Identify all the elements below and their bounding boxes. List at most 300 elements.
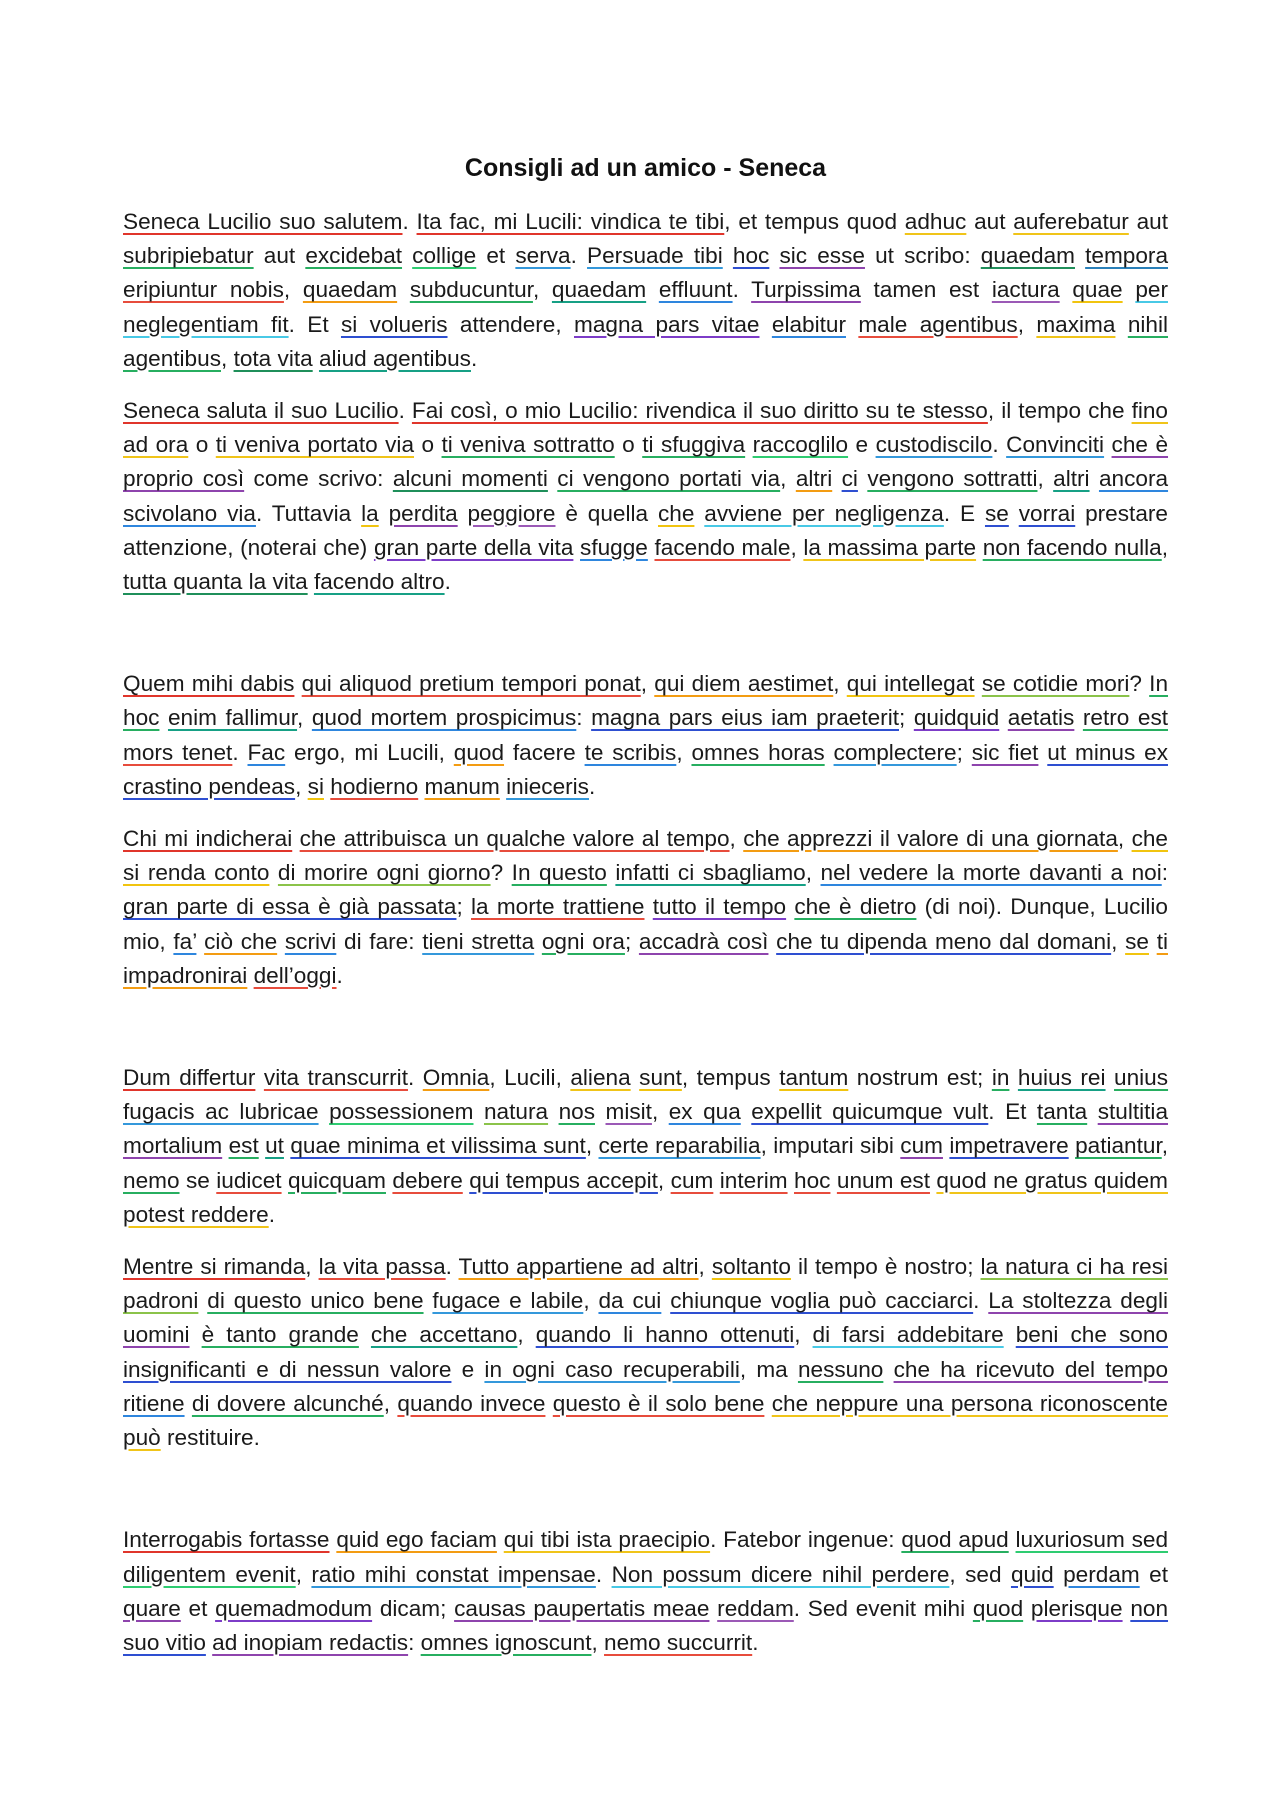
plain-text: . bbox=[752, 1629, 759, 1655]
plain-text bbox=[741, 1099, 752, 1124]
plain-text: . bbox=[407, 1065, 423, 1091]
italian-paragraph-2 bbox=[123, 822, 1168, 993]
plain-text: et bbox=[1139, 1561, 1168, 1587]
underlined-phrase: la bbox=[361, 500, 379, 526]
plain-text bbox=[159, 705, 168, 730]
underlined-phrase: quod bbox=[453, 739, 505, 765]
underlined-phrase: Quem mihi dabis bbox=[123, 671, 295, 697]
plain-text: e bbox=[451, 1356, 485, 1382]
plain-text: , tempus bbox=[681, 1065, 780, 1091]
underlined-phrase: mors tenet bbox=[123, 739, 233, 765]
underlined-phrase: collige bbox=[412, 243, 477, 269]
underlined-phrase: altri bbox=[1053, 466, 1090, 492]
plain-text: : bbox=[576, 705, 592, 731]
italian-paragraph-3 bbox=[123, 1250, 1168, 1455]
underlined-phrase: quod mortem prospicimus bbox=[311, 705, 577, 731]
underlined-phrase: nos bbox=[558, 1099, 595, 1125]
underlined-phrase: di morire ogni giorno bbox=[277, 860, 491, 886]
plain-text: et bbox=[180, 1595, 216, 1621]
underlined-phrase: manum bbox=[424, 773, 500, 799]
plain-text: ? bbox=[1129, 671, 1150, 697]
underlined-phrase: che apprezzi il valore di una giornata bbox=[743, 826, 1118, 852]
underlined-phrase: huius rei bbox=[1017, 1065, 1106, 1091]
underlined-phrase: complectere bbox=[833, 739, 957, 765]
plain-text: . Et bbox=[988, 1099, 1037, 1125]
plain-text: , bbox=[1117, 826, 1132, 852]
plain-text bbox=[745, 432, 752, 457]
underlined-phrase: la massima parte bbox=[803, 534, 977, 560]
plain-text bbox=[185, 1391, 192, 1416]
underlined-phrase: nel vedere la morte davanti a noi bbox=[820, 860, 1162, 886]
plain-text: , Lucili, bbox=[489, 1065, 571, 1091]
underlined-phrase: che è proprio così bbox=[123, 432, 1169, 492]
underlined-phrase: hodierno bbox=[330, 773, 419, 799]
plain-text: o bbox=[188, 432, 216, 458]
plain-text: . bbox=[992, 432, 1007, 458]
plain-text: è quella bbox=[555, 500, 658, 526]
document-title: Consigli ad un amico - Seneca bbox=[464, 154, 827, 182]
plain-text bbox=[1009, 501, 1019, 526]
plain-text bbox=[832, 466, 841, 491]
plain-text bbox=[1090, 466, 1099, 491]
plain-text: aut bbox=[966, 209, 1014, 234]
underlined-phrase: facendo male bbox=[654, 534, 791, 560]
plain-text: , bbox=[585, 1133, 599, 1159]
plain-text: restituire. bbox=[160, 1425, 260, 1451]
plain-text bbox=[497, 1527, 504, 1552]
underlined-phrase: che attribuisca un qualche valore al tempo bbox=[299, 826, 730, 852]
underlined-phrase: qui aliquod pretium tempori ponat bbox=[301, 671, 641, 697]
plain-text bbox=[1023, 1596, 1031, 1621]
underlined-phrase: di dovere alcunché bbox=[191, 1390, 384, 1416]
underlined-phrase: hoc bbox=[732, 243, 770, 269]
plain-text: . bbox=[588, 773, 596, 799]
underlined-phrase: quando invece bbox=[397, 1390, 546, 1416]
plain-text bbox=[255, 1065, 264, 1090]
underlined-phrase: fugace e labile bbox=[432, 1288, 584, 1314]
plain-text: , bbox=[583, 1288, 599, 1314]
underlined-phrase: che ha ricevuto del tempo bbox=[893, 1356, 1169, 1382]
underlined-phrase: questo è il solo bene bbox=[552, 1390, 765, 1416]
underlined-phrase: cum bbox=[900, 1133, 943, 1159]
plain-text bbox=[277, 929, 285, 954]
underlined-phrase: Persuade tibi bbox=[587, 243, 723, 269]
plain-text bbox=[764, 1391, 771, 1416]
underlined-phrase: si bbox=[307, 773, 324, 799]
underlined-phrase: quare bbox=[123, 1595, 181, 1621]
plain-text bbox=[1106, 1065, 1115, 1090]
underlined-phrase: ratio mihi constat impensae bbox=[311, 1561, 596, 1587]
plain-text bbox=[458, 501, 468, 526]
underlined-phrase: peggiore bbox=[467, 500, 556, 526]
plain-text: prestare attenzione, (noterai che) bbox=[123, 500, 1168, 560]
plain-text: , bbox=[1161, 1133, 1169, 1159]
underlined-phrase: sfugge bbox=[580, 534, 648, 560]
latin-paragraph-2 bbox=[123, 667, 1168, 804]
plain-text: , bbox=[221, 345, 234, 371]
underlined-phrase: che neppure una persona riconoscente bbox=[771, 1390, 1168, 1416]
plain-text: . bbox=[444, 569, 451, 595]
underlined-phrase: scrivi bbox=[284, 928, 337, 954]
underlined-phrase: La stoltezza degli uomini bbox=[123, 1288, 1169, 1348]
plain-text: . Fatebor ingenue: bbox=[710, 1527, 902, 1553]
underlined-phrase: Ita fac, mi Lucili: vindica te tibi bbox=[416, 209, 725, 234]
underlined-phrase: fino ad ora bbox=[123, 398, 1168, 458]
underlined-phrase: ti bbox=[1156, 928, 1168, 954]
underlined-phrase: di farsi addebitare bbox=[812, 1322, 1004, 1348]
plain-text: , sed bbox=[949, 1561, 1011, 1587]
plain-text: . bbox=[268, 1201, 275, 1227]
plain-text: , imputari sibi bbox=[760, 1133, 901, 1159]
plain-text: , bbox=[698, 1254, 712, 1280]
underlined-phrase: iudicet bbox=[216, 1167, 282, 1193]
plain-text: facere bbox=[504, 739, 585, 765]
underlined-phrase: debere bbox=[392, 1167, 463, 1193]
underlined-phrase: ancora bbox=[1098, 466, 1169, 492]
plain-text bbox=[269, 860, 278, 885]
plain-text bbox=[858, 466, 867, 491]
underlined-phrase: gran parte della vita bbox=[373, 534, 574, 560]
underlined-phrase: Chi mi indicherai bbox=[123, 826, 293, 852]
plain-text bbox=[723, 243, 733, 268]
underlined-phrase: beni che sono insignificanti e di nessun valore bbox=[123, 1322, 1168, 1382]
underlined-phrase: ciò che bbox=[204, 928, 278, 954]
latin-paragraph-4 bbox=[123, 1523, 1168, 1660]
plain-text: , bbox=[651, 1099, 669, 1125]
underlined-phrase: magna pars vitae bbox=[574, 311, 760, 337]
plain-text bbox=[402, 243, 412, 268]
underlined-phrase: alcuni momenti bbox=[392, 466, 548, 492]
plain-text: dicam; bbox=[372, 1595, 455, 1621]
underlined-phrase: elabitur bbox=[771, 311, 846, 337]
plain-text: . Tuttavia bbox=[255, 500, 362, 526]
plain-text bbox=[645, 894, 653, 919]
underlined-phrase: altri bbox=[795, 466, 833, 492]
underlined-phrase: che si renda conto bbox=[123, 826, 1168, 886]
underlined-phrase: è tanto grande bbox=[201, 1322, 359, 1348]
underlined-phrase: effluunt bbox=[658, 277, 733, 303]
underlined-phrase: la vita passa bbox=[318, 1254, 446, 1280]
latin-paragraph-3 bbox=[123, 1061, 1168, 1232]
underlined-phrase: impadronirai bbox=[123, 962, 248, 988]
underlined-phrase: subducuntur bbox=[409, 277, 533, 303]
plain-text bbox=[1009, 1527, 1016, 1552]
plain-text: . bbox=[470, 345, 478, 371]
underlined-phrase: quod apud bbox=[901, 1527, 1009, 1553]
plain-text bbox=[196, 929, 204, 954]
section-3 bbox=[123, 1061, 1168, 1455]
plain-text: , bbox=[805, 860, 821, 886]
underlined-phrase: auferebatur bbox=[1013, 209, 1129, 234]
plain-text bbox=[198, 1288, 207, 1313]
underlined-phrase: qui tibi ista praecipio bbox=[503, 1527, 711, 1553]
underlined-phrase: aliena bbox=[570, 1065, 631, 1091]
plain-text: . Sed evenit mihi bbox=[793, 1595, 973, 1621]
underlined-phrase: quaedam bbox=[980, 243, 1075, 269]
underlined-phrase: causas paupertatis meae bbox=[454, 1595, 710, 1621]
underlined-phrase: serva bbox=[515, 243, 571, 269]
plain-text bbox=[545, 1391, 552, 1416]
underlined-phrase: Dum differtur bbox=[123, 1065, 256, 1091]
underlined-phrase: qui intellegat bbox=[846, 671, 975, 697]
underlined-phrase: custodiscilo bbox=[875, 432, 993, 458]
underlined-phrase: ci bbox=[841, 466, 858, 492]
plain-text: , bbox=[295, 1561, 312, 1587]
underlined-phrase: tutta quanta la vita bbox=[123, 569, 308, 595]
underlined-phrase: luxuriosum sed diligentem evenit bbox=[123, 1527, 1169, 1587]
underlined-phrase: facendo altro bbox=[313, 569, 445, 595]
underlined-phrase: che tu dipenda meno dal domani bbox=[776, 928, 1112, 954]
underlined-phrase: est bbox=[228, 1133, 259, 1159]
underlined-phrase: tota vita bbox=[233, 345, 313, 371]
plain-text bbox=[190, 1322, 202, 1347]
underlined-phrase: certe reparabilia bbox=[598, 1133, 761, 1159]
underlined-phrase: ti veniva portato via bbox=[215, 432, 415, 458]
underlined-phrase: se bbox=[984, 500, 1009, 526]
underlined-phrase: non facendo nulla bbox=[982, 534, 1162, 560]
section-4 bbox=[123, 1523, 1168, 1660]
underlined-phrase: excidebat bbox=[305, 243, 403, 269]
plain-text bbox=[883, 1357, 893, 1382]
underlined-phrase: Omnia bbox=[422, 1065, 490, 1091]
underlined-phrase: quidquid bbox=[913, 705, 1000, 731]
plain-text: ; bbox=[456, 894, 471, 920]
underlined-phrase: ut minus ex crastino pendeas bbox=[123, 739, 1168, 799]
plain-text: , bbox=[833, 671, 847, 697]
plain-text: . bbox=[973, 1288, 989, 1314]
plain-text bbox=[1009, 1065, 1018, 1090]
underlined-phrase: quicquam bbox=[288, 1167, 386, 1193]
underlined-phrase: si volueris bbox=[340, 311, 448, 337]
plain-text bbox=[379, 501, 389, 526]
underlined-phrase: chiunque voglia può cacciarci bbox=[670, 1288, 974, 1314]
underlined-phrase: maxima bbox=[1036, 311, 1116, 337]
underlined-phrase: patiantur bbox=[1075, 1133, 1162, 1159]
plain-text: tamen est bbox=[860, 277, 992, 303]
underlined-phrase: ti sfuggiva bbox=[642, 432, 746, 458]
plain-text: . bbox=[336, 962, 343, 988]
plain-text bbox=[319, 1099, 330, 1124]
underlined-phrase: infatti ci sbagliamo bbox=[615, 860, 806, 886]
plain-text bbox=[359, 1322, 371, 1347]
underlined-phrase: ogni ora bbox=[541, 928, 625, 954]
underlined-phrase: enim fallimur bbox=[167, 705, 298, 731]
plain-text: ; bbox=[899, 705, 914, 731]
plain-text: . E bbox=[943, 500, 985, 526]
underlined-phrase: iactura bbox=[991, 277, 1060, 303]
plain-text bbox=[769, 243, 779, 268]
underlined-phrase: quid bbox=[1010, 1561, 1054, 1587]
underlined-phrase: in ogni caso recuperabili bbox=[484, 1356, 740, 1382]
underlined-phrase: stultitia mortalium bbox=[123, 1099, 1169, 1159]
underlined-phrase: nemo bbox=[123, 1167, 180, 1193]
plain-text bbox=[768, 929, 776, 954]
underlined-phrase: tieni stretta bbox=[422, 928, 535, 954]
underlined-phrase: quod ne gratus quidem potest reddere bbox=[123, 1167, 1168, 1227]
plain-text: , bbox=[591, 1629, 605, 1655]
plain-text bbox=[1149, 929, 1157, 954]
underlined-phrase: unum est bbox=[836, 1167, 930, 1193]
underlined-phrase: interim bbox=[719, 1167, 788, 1193]
plain-text: , bbox=[383, 1390, 398, 1416]
plain-text: . bbox=[595, 1561, 612, 1587]
underlined-phrase: Turpissima bbox=[751, 277, 861, 303]
plain-text bbox=[694, 501, 704, 526]
plain-text: , bbox=[729, 826, 744, 852]
plain-text bbox=[1115, 312, 1127, 337]
plain-text bbox=[294, 671, 301, 696]
underlined-phrase: per neglegentiam fit bbox=[123, 277, 1168, 337]
plain-text: . bbox=[232, 739, 248, 765]
plain-text: aut bbox=[1128, 209, 1168, 234]
plain-text bbox=[760, 312, 772, 337]
underlined-phrase: quaedam bbox=[551, 277, 647, 303]
underlined-phrase: subripiebatur bbox=[123, 243, 254, 269]
underlined-phrase: perdita bbox=[388, 500, 458, 526]
plain-text: come scrivo: bbox=[244, 466, 393, 492]
plain-text: . bbox=[398, 398, 412, 424]
underlined-phrase: tanta bbox=[1036, 1099, 1088, 1125]
underlined-phrase: In hoc bbox=[123, 671, 1169, 731]
underlined-phrase: Interrogabis fortasse bbox=[123, 1527, 330, 1553]
underlined-phrase: Mentre si rimanda bbox=[123, 1254, 306, 1280]
underlined-phrase: Non possum dicere nihil perdere bbox=[611, 1561, 950, 1587]
underlined-phrase: non suo vitio bbox=[123, 1595, 1169, 1655]
plain-text bbox=[846, 312, 858, 337]
underlined-phrase: natura bbox=[483, 1099, 549, 1125]
section-1 bbox=[123, 205, 1168, 599]
underlined-phrase: magna pars eius iam praeterit bbox=[591, 705, 899, 731]
underlined-phrase: scivolano via bbox=[123, 500, 256, 526]
plain-text bbox=[548, 466, 557, 491]
underlined-phrase: tempora bbox=[1085, 243, 1169, 269]
plain-text: . bbox=[570, 243, 588, 269]
plain-text: , bbox=[305, 1254, 319, 1280]
underlined-phrase: Tutto appartiene ad altri bbox=[458, 1254, 699, 1280]
underlined-phrase: omnes horas bbox=[691, 739, 825, 765]
plain-text: , bbox=[676, 739, 692, 765]
italian-paragraph-1 bbox=[123, 394, 1168, 599]
underlined-phrase: ex qua bbox=[668, 1099, 741, 1125]
underlined-phrase: Fai così, o mio Lucilio: rivendica il suo diritto su te stesso bbox=[411, 398, 988, 424]
underlined-phrase: quae bbox=[1072, 277, 1123, 303]
underlined-phrase: Convinciti bbox=[1006, 432, 1105, 458]
plain-text: o bbox=[414, 432, 442, 458]
underlined-phrase: che bbox=[657, 500, 695, 526]
plain-text: se bbox=[179, 1167, 217, 1193]
underlined-phrase: perdam bbox=[1063, 1561, 1140, 1587]
plain-text bbox=[1054, 1562, 1063, 1587]
plain-text: e bbox=[848, 432, 876, 458]
underlined-phrase: ut bbox=[265, 1133, 284, 1159]
underlined-phrase: quod bbox=[972, 1595, 1024, 1621]
underlined-phrase: aliud agentibus bbox=[318, 345, 471, 371]
plain-text: , bbox=[1017, 311, 1037, 337]
plain-text: ergo, mi Lucili, bbox=[285, 739, 454, 765]
underlined-phrase: impetravere bbox=[949, 1133, 1069, 1159]
plain-text bbox=[975, 671, 982, 696]
underlined-phrase: quae minima et vilissima sunt bbox=[290, 1133, 586, 1159]
plain-text bbox=[1087, 1099, 1098, 1124]
underlined-phrase: la natura ci ha resi padroni bbox=[123, 1254, 1169, 1314]
underlined-phrase: plerisque bbox=[1030, 1595, 1123, 1621]
plain-text: , bbox=[780, 466, 796, 492]
plain-text: . bbox=[445, 1254, 459, 1280]
underlined-phrase: inieceris bbox=[506, 773, 589, 799]
underlined-phrase: nihil agentibus bbox=[123, 311, 1169, 371]
underlined-phrase: qui tempus accepit bbox=[469, 1167, 658, 1193]
underlined-phrase: te scribis bbox=[584, 739, 677, 765]
underlined-phrase: possessionem bbox=[329, 1099, 474, 1125]
plain-text bbox=[646, 277, 659, 302]
underlined-phrase: quando li hanno ottenuti bbox=[535, 1322, 795, 1348]
plain-text: : bbox=[408, 1629, 421, 1655]
plain-text bbox=[473, 1099, 484, 1124]
plain-text: et bbox=[476, 243, 516, 269]
underlined-phrase: sic esse bbox=[779, 243, 865, 269]
underlined-phrase: sunt bbox=[639, 1065, 682, 1091]
plain-text: , bbox=[790, 534, 804, 560]
plain-text: , ma bbox=[739, 1356, 798, 1382]
latin-paragraph-1 bbox=[123, 205, 1168, 376]
plain-text bbox=[397, 277, 410, 302]
underlined-phrase: Fac bbox=[247, 739, 286, 765]
underlined-phrase: hoc bbox=[794, 1167, 831, 1193]
plain-text bbox=[534, 929, 542, 954]
underlined-phrase: raccoglilo bbox=[752, 432, 849, 458]
plain-text: , et tempus quod bbox=[724, 209, 905, 234]
underlined-phrase: da cui bbox=[598, 1288, 662, 1314]
underlined-phrase: se bbox=[1125, 928, 1149, 954]
underlined-phrase: ad inopiam redactis bbox=[212, 1629, 409, 1655]
underlined-phrase: se cotidie mori bbox=[981, 671, 1130, 697]
plain-text: : bbox=[1161, 860, 1169, 886]
underlined-phrase: cum bbox=[670, 1167, 714, 1193]
underlined-phrase: Seneca saluta il suo Lucilio bbox=[123, 398, 399, 424]
underlined-phrase: nessuno bbox=[797, 1356, 884, 1382]
plain-text: attendere, bbox=[447, 311, 574, 337]
underlined-phrase: ti veniva sottratto bbox=[441, 432, 615, 458]
underlined-phrase: In questo bbox=[511, 860, 607, 886]
underlined-phrase: accadrà così bbox=[638, 928, 769, 954]
plain-text: , bbox=[657, 1167, 671, 1193]
plain-text bbox=[595, 1099, 606, 1124]
plain-text: (di noi). Dunque, Lucilio mio, bbox=[123, 894, 1168, 954]
plain-text: , bbox=[295, 773, 308, 799]
underlined-phrase: può bbox=[123, 1425, 161, 1451]
plain-text bbox=[1074, 705, 1083, 730]
plain-text: . Et bbox=[288, 311, 341, 337]
plain-text bbox=[1104, 432, 1111, 457]
underlined-phrase: vita transcurrit bbox=[263, 1065, 408, 1091]
plain-text: , bbox=[1161, 534, 1169, 560]
underlined-phrase: ritiene bbox=[123, 1390, 185, 1416]
plain-text: , bbox=[640, 671, 655, 697]
plain-text: il tempo è nostro; bbox=[790, 1254, 981, 1280]
underlined-phrase: male agentibus bbox=[858, 311, 1018, 337]
underlined-phrase: di questo unico bene bbox=[207, 1288, 424, 1314]
plain-text bbox=[709, 1596, 717, 1621]
underlined-phrase: fugacis ac lubricae bbox=[123, 1099, 319, 1125]
plain-text: , bbox=[1037, 466, 1054, 492]
underlined-phrase: sic fiet bbox=[971, 739, 1039, 765]
plain-text: , il tempo che bbox=[987, 398, 1132, 424]
underlined-phrase: che è dietro bbox=[794, 894, 917, 920]
underlined-phrase: adhuc bbox=[904, 209, 967, 234]
underlined-phrase: in bbox=[991, 1065, 1010, 1091]
underlined-phrase: vengono sottratti bbox=[867, 466, 1038, 492]
plain-text bbox=[1123, 277, 1136, 302]
